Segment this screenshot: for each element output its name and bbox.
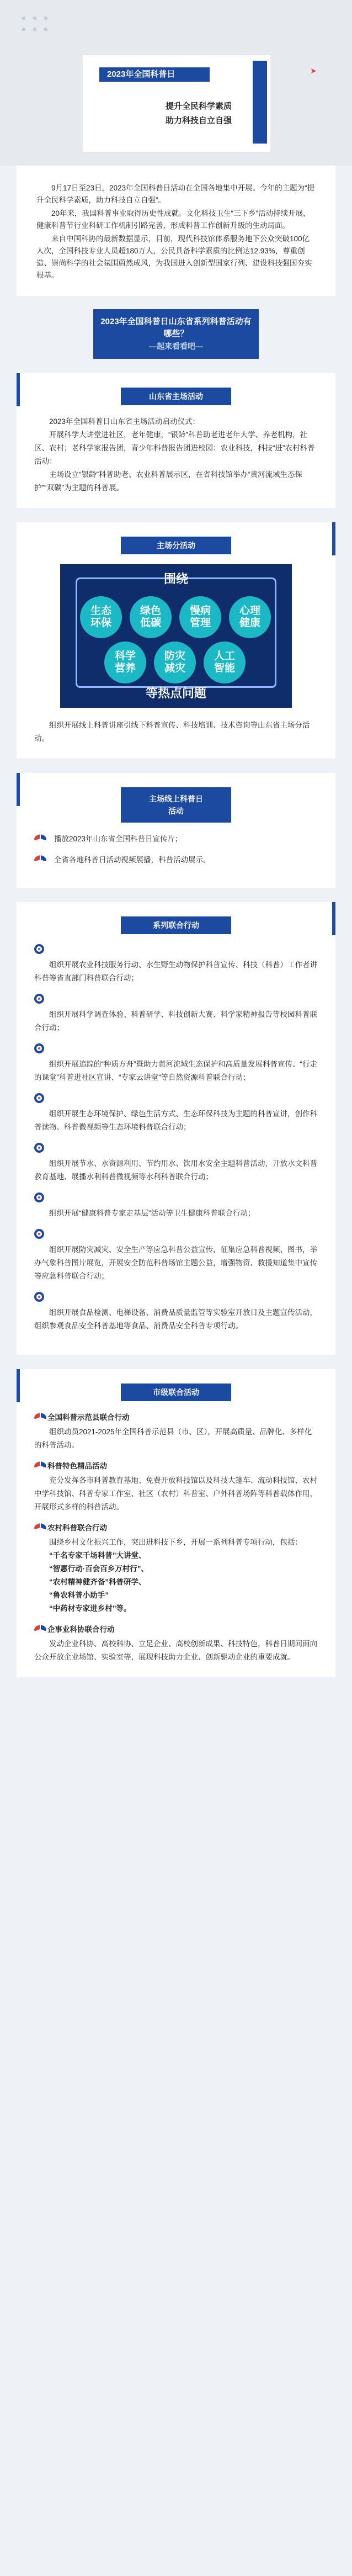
topic-circle: 人工 智能 — [204, 642, 246, 683]
hero-subtitle-line2: 助力科技自立自强 — [166, 116, 232, 125]
group-title-text: 农村科普联合行动 — [47, 1524, 107, 1532]
section-title: 系列联合行动 — [121, 916, 231, 934]
gear-icon — [34, 1192, 44, 1202]
accent-bar — [332, 902, 335, 935]
accent-bar — [332, 522, 335, 555]
list-item — [34, 833, 318, 846]
diagram-bottom-label: 等热点问题 — [145, 686, 206, 700]
list-item — [34, 1143, 318, 1184]
section-text: 组织开展线上科普讲座引线下科普宣传、科技培训、技术咨询等山东省主场分活动。 — [34, 721, 310, 743]
list-item-text: 组织开展追踪的“种质方舟”暨助力黄河流域生态保护和高质量发展科普宣传、“行走的课堂”科普进社区宣讲、“专家云讲堂”等自然资源科普联合行动； — [34, 1060, 317, 1082]
section-title: 山东省主场活动 — [121, 388, 231, 405]
section-title — [121, 787, 231, 823]
intro-paragraph: 来自中国科协的最新数据显示，目前，现代科技馆体系服务地下公众突破100亿人次，全国科技专业人员超180万人，公民具备科学素质的比例达12.93%，尊重创造、崇尚科学的社会氛围蔚然成风，为我国进入创新型国家行列、建设科技强国夯实根基。 — [36, 235, 312, 279]
group-title-text: 全国科普示范县联合行动 — [47, 1413, 130, 1422]
text-line: 2023年全国科普日山东省主场活动启动仪式： — [49, 417, 200, 426]
section-title: 主场分活动 — [121, 537, 231, 554]
text-line: 主场设立“银龄”科普助老、农业科普展示区，在省科技馆举办“黄河流域生态保护”“双碳”为主题的科普展。 — [34, 470, 302, 492]
intro-card — [17, 166, 335, 296]
list-item-text: 播放2023年山东省全国科普日宣传片； — [54, 835, 183, 843]
list-item-text: 组织开展节水、水资源利用、节约用水、饮用水安全主题科普活动，开放水文科普教育基地、展播水利科普微视频等水利科普联合行动； — [34, 1159, 317, 1181]
wing-icon — [34, 855, 49, 865]
topic-circle: 防灾 减灾 — [154, 642, 196, 683]
list-item-text: 组织开展科学调查体验、科普研学、科技创新大赛、科学家精神报告等校园科普联合行动； — [34, 1010, 317, 1032]
list-item — [34, 1192, 318, 1220]
gear-icon — [34, 944, 44, 954]
list-item-text: 组织开展“健康科普专家走基层”活动等卫生健康科普联合行动； — [49, 1209, 255, 1217]
accent-bar — [17, 773, 20, 806]
section-joint-actions — [17, 902, 335, 1355]
list-item — [34, 994, 318, 1035]
group-text: 发动企业科协、高校科协、立足企业、高校创新成果、科技特色，科普日期间面向公众开放企业场馆、实验室等，展现科技助力企业、创新驱动企业的重要成就。 — [34, 1640, 317, 1661]
group-title — [34, 1460, 318, 1471]
gear-icon — [34, 1229, 44, 1239]
text-line: 开展科学大讲堂进社区，老年健康，“银龄”科普助老进老年大学、养老机构，社区、农村；老科学家报告团，青少年科普报告团进校园：农业科技，科技“进”农村科普活动： — [34, 431, 315, 465]
section-main-event — [17, 373, 335, 508]
list-item-text: 组织开展防灾减灾、安全生产等应急科普公益宣传，征集应急科普视频、图书，举办气象科普图片展览，开展安全防范科普场馆主题公益，增强物资、救援知道集中宣传等应急科普联合行动； — [34, 1245, 317, 1280]
list-item: “智惠行动·百会百乡万村行”、 — [49, 1565, 148, 1573]
list-item: “中药材专家进乡村”等。 — [49, 1604, 131, 1613]
hero-title: 2023年全国科普日 — [99, 67, 210, 82]
hero-subtitle-line1: 提升全民科学素质 — [166, 102, 232, 111]
wing-icon — [34, 1523, 44, 1531]
diagram-top-label: 围绕 — [163, 572, 188, 586]
list-item — [34, 1292, 318, 1333]
group-text: 充分发挥各市科普教育基地、免费开放科技馆以及科技大篷车、流动科技馆、农村中学科技馆、科普专家工作室、社区（农村）科普室、户外科普场阵等科普载体作用，开展形式多样的科普活动。 — [34, 1476, 317, 1511]
decor-dot — [22, 17, 25, 20]
arrow-icon: ➤ — [310, 66, 317, 75]
group-text: 组织动员2021-2025年全国科普示范县（市、区），开展高质量、品牌化、多样化的科普活动。 — [34, 1428, 312, 1449]
list-item — [34, 944, 318, 985]
hero-subtitle — [166, 99, 232, 128]
decor-dot — [33, 17, 36, 20]
main-heading-line2: 哪些？ — [163, 329, 189, 338]
topic-circle: 绿色 低碳 — [130, 596, 172, 638]
topic-circle: 心理 健康 — [229, 596, 271, 638]
hero-banner — [0, 0, 352, 166]
list-item — [34, 1043, 318, 1084]
section-title-line2: 活动 — [168, 807, 184, 815]
footer-space — [0, 1677, 352, 1699]
decor-dot — [33, 28, 36, 31]
group-title-text: 科普特色精品活动 — [47, 1462, 107, 1470]
group-text: 围绕乡村文化振兴工作，突出进科技下乡，开展一系列科普专项行动，包括： — [49, 1538, 302, 1546]
main-heading-line3: —起来看看吧— — [149, 342, 203, 351]
section-sub-events — [17, 522, 335, 759]
gear-icon — [34, 994, 44, 1004]
wing-icon — [34, 1625, 44, 1632]
wing-icon — [34, 1413, 44, 1420]
list-item: “千名专家千场科普”大讲堂、 — [49, 1551, 146, 1560]
group-title-text: 企事业科协联合行动 — [47, 1625, 115, 1634]
decor-bar — [253, 61, 267, 144]
decor-dot — [44, 28, 47, 31]
topic-circle: 慢病 管理 — [179, 596, 221, 638]
wing-icon — [34, 1461, 44, 1469]
decor-dot — [44, 17, 47, 20]
group-title — [34, 1411, 318, 1422]
group-title — [34, 1522, 318, 1533]
list-item — [34, 1093, 318, 1134]
topics-diagram — [60, 564, 292, 708]
group-list — [34, 1549, 318, 1615]
accent-bar — [17, 373, 20, 406]
section-online — [17, 773, 335, 888]
intro-paragraph: 20年来，我国科普事业取得历史性成就。文化科技卫生“三下乡”活动持续开展，健康科普节行业科研工作机制引路完善，形成科普工作创新升级的生动局面。 — [36, 209, 311, 230]
main-heading — [93, 309, 259, 359]
decor-dot — [22, 28, 25, 31]
section-city-actions — [17, 1369, 335, 1677]
section-text — [34, 415, 318, 495]
gear-icon — [34, 1292, 44, 1302]
main-heading-line1: 2023年全国科普日山东省系列科普活动有 — [100, 317, 252, 326]
section-title-line1: 主场线上科普日 — [149, 794, 203, 803]
section-title: 市级联合活动 — [121, 1384, 231, 1401]
accent-bar — [17, 1369, 20, 1402]
wing-icon — [34, 834, 49, 844]
gear-icon — [34, 1143, 44, 1153]
list-item — [34, 854, 318, 867]
gear-icon — [34, 1093, 44, 1103]
topic-circle: 生态 环保 — [80, 596, 122, 638]
list-item: “鲁农科普小助手” — [49, 1591, 109, 1599]
list-item-text: 组织开展食品检测、电梯设备、消费品质量监管等实验室开放日及主题宣传活动，组织参观食品安全科普基地等食品、消费品安全科普专项行动。 — [34, 1308, 317, 1330]
list-item-text: 组织开展农业科技服务行动、水生野生动物保护科普宣传、科技（科普）工作者讲科普等省直部门科普联合行动； — [34, 961, 317, 982]
topic-circle: 科学 营养 — [104, 642, 146, 683]
list-item-text: 全省各地科普日活动视频展播，科普活动展示。 — [54, 856, 211, 864]
group-title — [34, 1623, 318, 1634]
list-item: “农村精神健齐备”科普研学、 — [49, 1578, 146, 1586]
list-item-text: 组织开展生态环境保护、绿色生活方式、生态环保科技为主题的科普宣讲，创作科普读物、科普微视频等生态环境科普联合行动； — [34, 1110, 317, 1131]
list-item — [34, 1229, 318, 1283]
gear-icon — [34, 1043, 44, 1053]
hero-card — [83, 55, 270, 152]
intro-paragraph: 9月17日至23日，2023年全国科普日活动在全国各地集中开展。今年的主题为“提升全民科学素质，助力科技自立自强”。 — [36, 184, 315, 204]
